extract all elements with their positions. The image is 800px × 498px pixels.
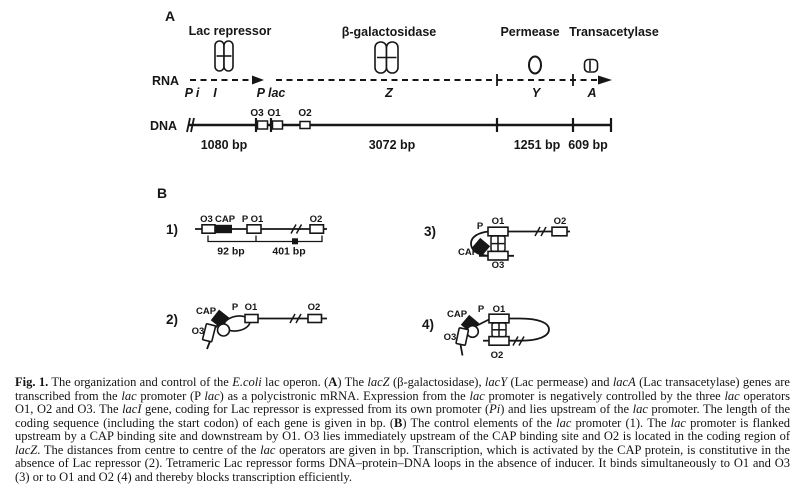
d2-o3-label: O3 xyxy=(191,326,205,337)
d2-o2-label: O2 xyxy=(307,302,321,313)
dna-row-label: DNA xyxy=(150,119,178,133)
d1-o1-label: O1 xyxy=(250,214,264,225)
diagram-2-active-transcription xyxy=(166,302,327,349)
rna-row-label: RNA xyxy=(152,74,180,88)
gene-label-a: A xyxy=(587,86,597,100)
d3-lac-repressor-tetramer xyxy=(491,236,505,251)
d2-o1-box xyxy=(245,315,258,323)
length-label-laci: 1080 bp xyxy=(200,138,248,152)
diagram-4-number: 4) xyxy=(422,317,435,332)
d1-bracket-marker xyxy=(292,238,298,244)
d4-o3-label: O3 xyxy=(443,332,457,343)
protein-label-beta-galactosidase: β-galactosidase xyxy=(341,25,437,39)
d1-o2-label: O2 xyxy=(309,214,323,225)
gene-label-plac: P lac xyxy=(256,86,286,100)
operator-box-o1 xyxy=(273,121,283,129)
gene-label-z: Z xyxy=(385,86,393,100)
d1-distance-401bp: 401 bp xyxy=(272,245,306,258)
diagram-4-loop-o1-o2 xyxy=(422,304,549,361)
panel-a xyxy=(150,8,659,152)
operator-label-o2: O2 xyxy=(298,108,312,119)
d4-o1-label: O1 xyxy=(492,304,506,315)
diagram-1-control-region xyxy=(166,214,327,258)
gene-label-y: Y xyxy=(531,86,541,100)
d1-o1-box xyxy=(247,225,261,233)
d4-upstream-stub xyxy=(461,345,463,356)
d4-p-label: P xyxy=(477,304,485,315)
rna-transcript-laci-arrow xyxy=(190,76,264,85)
d1-cap-label: CAP xyxy=(214,214,236,225)
diagram-3-loop-o1-o3 xyxy=(424,216,570,271)
d4-o2-box xyxy=(489,337,509,346)
d2-polymerase-subunit xyxy=(218,324,230,336)
d3-o2-box xyxy=(552,227,567,236)
d1-cap-site-box xyxy=(215,225,232,233)
operator-label-o1: O1 xyxy=(267,108,281,119)
d3-o1-label: O1 xyxy=(491,216,505,227)
d1-p-label: P xyxy=(241,214,249,225)
d1-distance-92bp: 92 bp xyxy=(217,245,245,258)
diagram-2-number: 2) xyxy=(166,312,179,327)
permease-icon xyxy=(529,57,541,74)
operator-box-o2 xyxy=(300,122,310,129)
rna-arrowhead-laci xyxy=(252,76,264,85)
d1-o3-box xyxy=(202,225,215,233)
beta-galactosidase-tetramer-icon xyxy=(375,42,398,73)
length-label-lacz: 3072 bp xyxy=(368,138,416,152)
diagram-1-number: 1) xyxy=(166,222,179,237)
d4-cap-label: CAP xyxy=(446,309,468,320)
operator-box-o3 xyxy=(258,121,268,129)
d1-o2-box xyxy=(310,225,324,233)
d2-p-label: P xyxy=(231,302,239,313)
figure-caption: Fig. 1. The organization and control of the E.coli lac operon. (A) The lacZ (β-galactosidase), lacY (Lac permease) and lacA (Lac transacetylase) genes are transcribed from the lac promoter (P lac) as a polycistronic mRNA. Expression from the lac promoter is negatively controlled by the three lac operators O1, O2 and O3. The lacI gene, coding for Lac repressor is expressed from its own promoter (Pi) and lies upstream of the lac promoter. The length of the coding sequence (including the start codon) of each gene is given in bp. (B) The control elements of the lac promoter (1). The lac promoter is flanked upstream by a CAP binding site and downstream by O1. O3 lies immediately upstream of the CAP binding site and O2 is located in the coding region of lacZ. The distances from centre to centre of the lac operators are given in bp. Transcription, which is activated by the CAP protein, is constitutive in the absence of Lac repressor (2). Tetrameric Lac repressor forms DNA–protein–DNA loops in the absence of inducer. It binds simultaneously to O1 and O3 (3) or to O1 and O2 (4) and thereby blocks transcription efficiently. xyxy=(15,375,791,484)
d2-o1-label: O1 xyxy=(244,302,258,313)
length-label-lacy: 1251 bp xyxy=(513,138,561,152)
d2-o3-box xyxy=(202,324,215,342)
rna-transcript-lac-operon-arrow xyxy=(276,74,612,86)
panel-b-label: B xyxy=(157,185,168,201)
d3-o2-label: O2 xyxy=(553,216,567,227)
protein-label-lac-repressor: Lac repressor xyxy=(188,24,272,38)
d3-o3-box xyxy=(488,251,508,260)
d4-lac-repressor-tetramer xyxy=(492,323,506,337)
d4-o1-box xyxy=(489,314,509,323)
protein-label-permease: Permease xyxy=(500,25,560,39)
d2-cap-label: CAP xyxy=(195,306,217,317)
rna-arrowhead-operon xyxy=(598,76,612,85)
d4-dna-loop xyxy=(509,319,549,341)
transacetylase-icon xyxy=(585,60,598,73)
length-label-laca: 609 bp xyxy=(568,138,608,152)
panel-b xyxy=(157,185,570,361)
dna-line xyxy=(187,118,612,132)
gene-label-pi: P i xyxy=(184,86,200,100)
d4-o3-box xyxy=(456,328,469,346)
d3-cap-label: CAP xyxy=(457,247,479,258)
d3-o3-label: O3 xyxy=(491,260,505,271)
lac-repressor-tetramer-icon xyxy=(215,41,233,71)
diagram-3-number: 3) xyxy=(424,224,437,239)
d2-o2-box xyxy=(308,315,322,323)
gene-label-laci: I xyxy=(213,86,217,100)
operator-label-o3: O3 xyxy=(250,108,264,119)
panel-a-label: A xyxy=(165,8,176,24)
d3-o1-box xyxy=(488,227,508,236)
d1-distance-bracket xyxy=(208,236,322,242)
d4-o2-label: O2 xyxy=(490,350,504,361)
d1-o3-label: O3 xyxy=(200,214,213,225)
d3-p-label: P xyxy=(476,221,484,232)
protein-label-transacetylase: Transacetylase xyxy=(569,25,659,39)
